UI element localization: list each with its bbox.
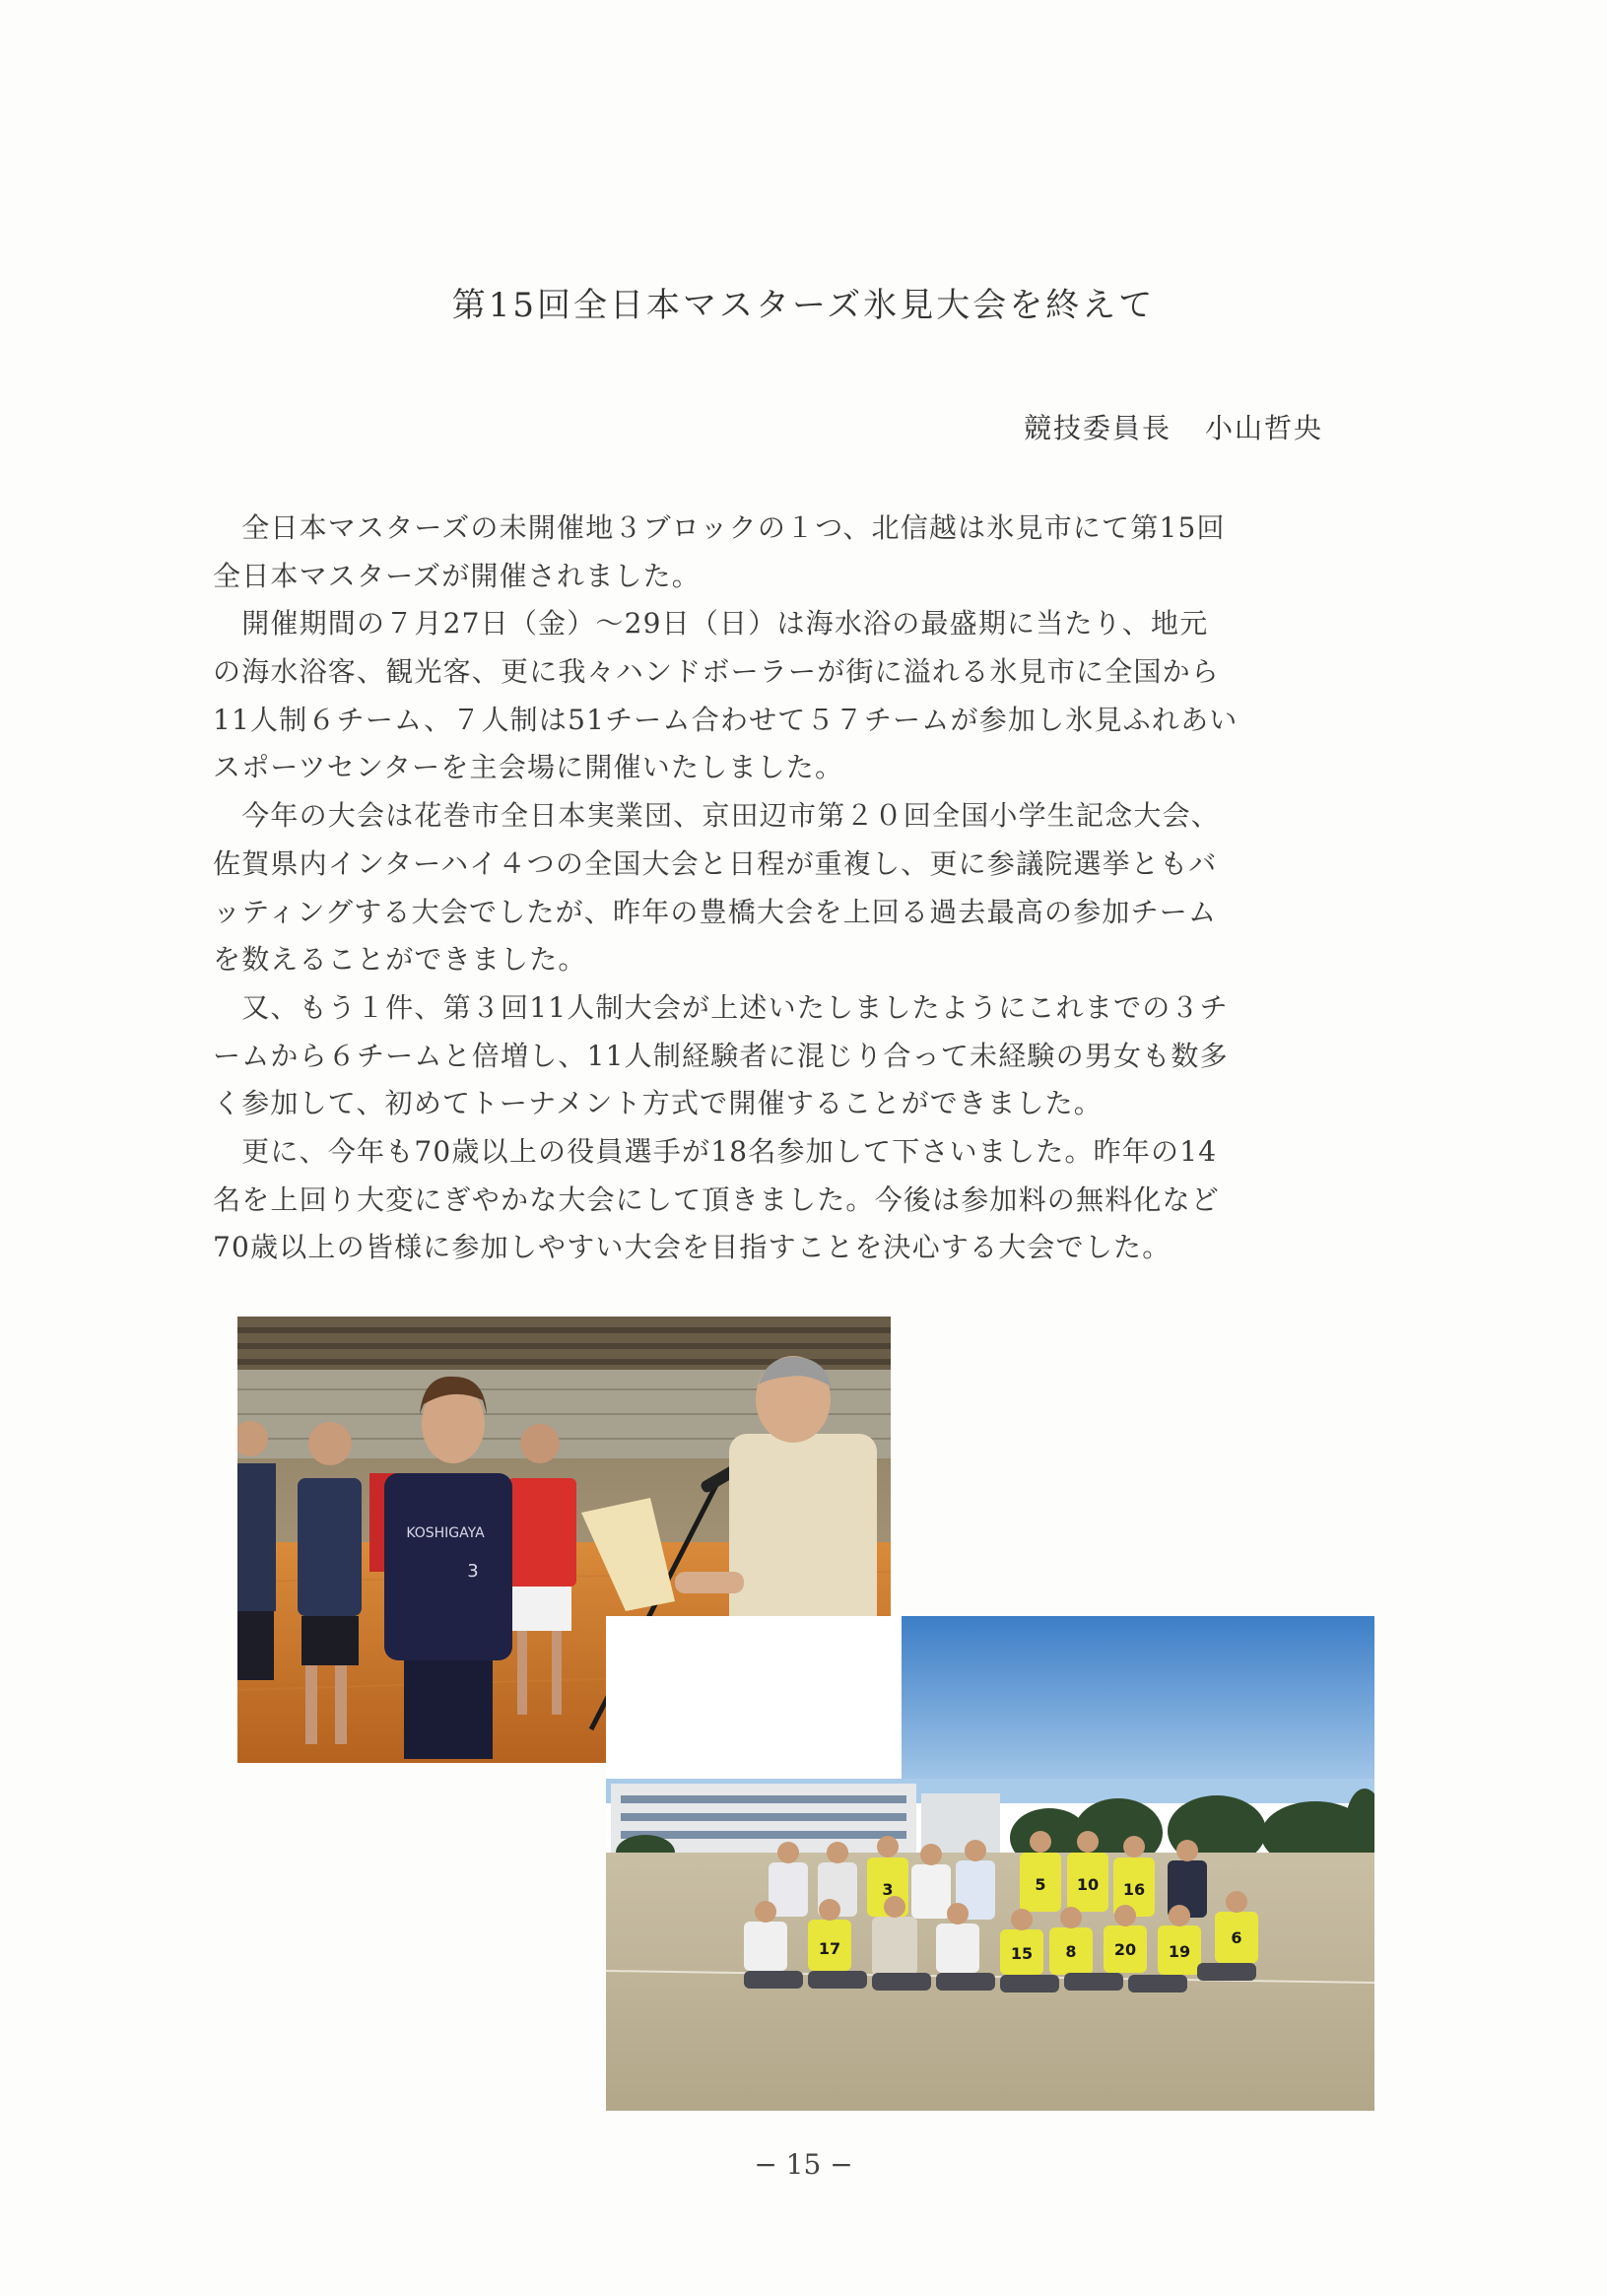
bib-number: 19: [1168, 1942, 1191, 1961]
bib-number: 8: [1065, 1942, 1077, 1961]
body-line: スポーツセンターを主会場に開催いたしました。: [213, 751, 844, 784]
jersey-number: 3: [467, 1561, 479, 1582]
bib-number: 16: [1122, 1880, 1146, 1899]
author-name: 小山哲央: [1204, 412, 1323, 444]
bib-number: 5: [1035, 1875, 1046, 1894]
bib-number: 15: [1010, 1944, 1034, 1963]
page-title: 第15回全日本マスターズ氷見大会を終えて: [451, 286, 1156, 325]
body-line: を数えることができました。: [213, 943, 587, 977]
body-line: 開催期間の７月27日（金）〜29日（日）は海水浴の最盛期に当たり、地元: [213, 607, 1209, 641]
bib-number: 20: [1113, 1940, 1137, 1959]
bib-number: 3: [882, 1880, 894, 1899]
body-line: ームから６チームと倍増し、11人制経験者に混じり合って未経験の男女も数多: [213, 1039, 1229, 1072]
body-line: の海水浴客、観光客、更に我々ハンドボーラーが街に溢れる氷見市に全国から: [213, 655, 1221, 689]
body-line: ッティングする大会でしたが、昨年の豊橋大会を上回る過去最高の参加チーム: [213, 895, 1218, 928]
page-number: − 15 −: [754, 2148, 853, 2181]
body-line: 全日本マスターズの未開催地３ブロックの１つ、北信越は氷見市にて第15回: [213, 511, 1226, 544]
body-line: 更に、今年も70歳以上の役員選手が18名参加して下さいました。昨年の14: [213, 1134, 1218, 1168]
bib-number: 6: [1231, 1928, 1242, 1947]
body-line: 今年の大会は花巻市全日本実業団、京田辺市第２０回全国小学生記念大会、: [213, 799, 1221, 833]
bib-number: 10: [1076, 1875, 1100, 1894]
body-line: 70歳以上の皆様に参加しやすい大会を目指すことを決心する大会でした。: [213, 1231, 1172, 1264]
author-role: 競技委員長: [1023, 412, 1172, 444]
body-line: く参加して、初めてトーナメント方式で開催することができました。: [213, 1087, 1103, 1120]
article-body: [213, 505, 1375, 1272]
jersey-text: KOSHIGAYA: [406, 1525, 485, 1541]
bib-number: 17: [818, 1939, 841, 1958]
body-line: 名を上回り大変にぎやかな大会にして頂きました。今後は参加料の無料化など: [213, 1182, 1221, 1216]
author-line: [1024, 407, 1323, 446]
team-group-photo: [606, 1616, 1374, 2111]
body-line: 又、もう１件、第３回11人制大会が上述いたしましたようにこれまでの３チ: [213, 990, 1229, 1024]
body-line: 佐賀県内インターハイ４つの全国大会と日程が重複し、更に参議院選挙ともバ: [213, 846, 1218, 880]
body-line: 11人制６チーム、７人制は51チーム合わせて５７チームが参加し氷見ふれあい: [213, 703, 1239, 736]
body-line: 全日本マスターズが開催されました。: [213, 559, 702, 592]
